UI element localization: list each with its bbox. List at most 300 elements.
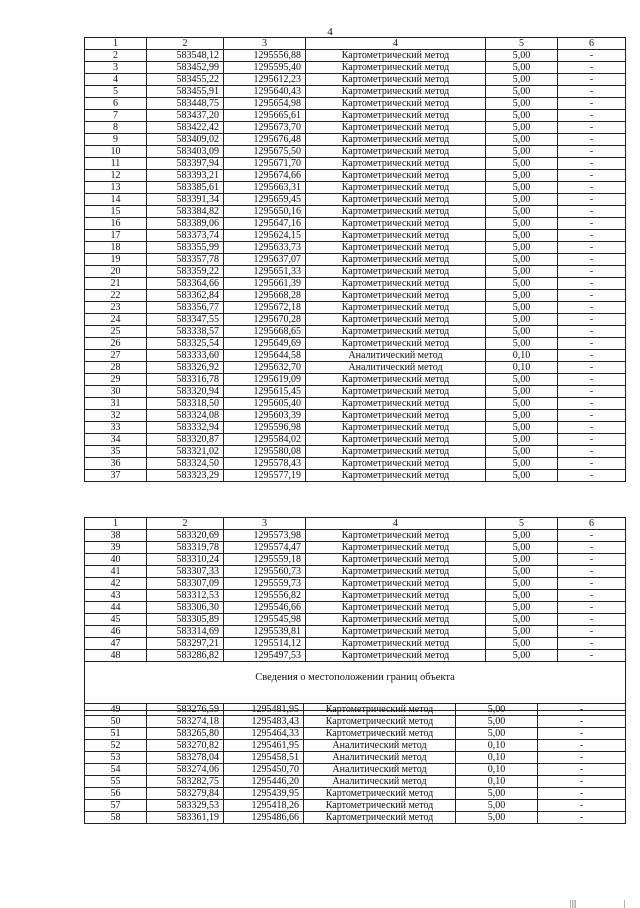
table-row [85, 218, 626, 230]
y-coordinate-cell: 1295674,66 [224, 170, 306, 182]
method-cell: Аналитический метод [304, 752, 456, 764]
y-coordinate-cell: 1295481,95 [224, 704, 304, 716]
accuracy-cell: 5,00 [486, 110, 558, 122]
method-cell: Картометрический метод [306, 158, 486, 170]
accuracy-cell: 5,00 [486, 410, 558, 422]
point-number-cell: 32 [85, 410, 147, 422]
point-number-cell: 22 [85, 290, 147, 302]
y-coordinate-cell: 1295605,40 [224, 398, 306, 410]
table-row [85, 110, 626, 122]
description-cell: - [558, 410, 626, 422]
point-number-cell: 28 [85, 362, 147, 374]
x-coordinate-cell: 583265,80 [147, 728, 224, 740]
table-row [85, 254, 626, 266]
x-coordinate-cell: 583324,08 [147, 410, 224, 422]
method-cell: Картометрический метод [306, 134, 486, 146]
description-cell: - [538, 704, 626, 716]
x-coordinate-cell: 583455,91 [147, 86, 224, 98]
table-row [85, 398, 626, 410]
col-header: 4 [306, 518, 486, 530]
accuracy-cell: 5,00 [486, 374, 558, 386]
page-number: 4 [327, 26, 333, 38]
x-coordinate-cell: 583270,82 [147, 740, 224, 752]
accuracy-cell: 5,00 [486, 314, 558, 326]
y-coordinate-cell: 1295595,40 [224, 62, 306, 74]
point-number-cell: 20 [85, 266, 147, 278]
description-cell: - [558, 278, 626, 290]
method-cell: Картометрический метод [306, 302, 486, 314]
accuracy-cell: 5,00 [486, 398, 558, 410]
accuracy-cell: 5,00 [486, 590, 558, 602]
description-cell: - [538, 788, 626, 800]
table-row [85, 470, 626, 482]
method-cell: Картометрический метод [306, 98, 486, 110]
y-coordinate-cell: 1295675,50 [224, 146, 306, 158]
y-coordinate-cell: 1295461,95 [224, 740, 304, 752]
method-cell: Картометрический метод [306, 602, 486, 614]
x-coordinate-cell: 583338,57 [147, 326, 224, 338]
method-cell: Картометрический метод [306, 194, 486, 206]
method-cell: Картометрический метод [306, 638, 486, 650]
x-coordinate-cell: 583307,33 [147, 566, 224, 578]
y-coordinate-cell: 1295633,73 [224, 242, 306, 254]
accuracy-cell: 5,00 [486, 566, 558, 578]
x-coordinate-cell: 583393,21 [147, 170, 224, 182]
description-cell: - [558, 554, 626, 566]
method-cell: Картометрический метод [306, 470, 486, 482]
section-title: Сведения о местоположении границ объекта [85, 662, 626, 693]
x-coordinate-cell: 583324,50 [147, 458, 224, 470]
table-row [85, 158, 626, 170]
accuracy-cell: 5,00 [486, 542, 558, 554]
method-cell: Картометрический метод [306, 110, 486, 122]
method-cell: Картометрический метод [306, 326, 486, 338]
point-number-cell: 41 [85, 566, 147, 578]
table-row [85, 170, 626, 182]
point-number-cell: 14 [85, 194, 147, 206]
table-row [85, 50, 626, 62]
method-cell: Картометрический метод [306, 446, 486, 458]
y-coordinate-cell: 1295619,09 [224, 374, 306, 386]
y-coordinate-cell: 1295668,28 [224, 290, 306, 302]
y-coordinate-cell: 1295644,58 [224, 350, 306, 362]
y-coordinate-cell: 1295603,39 [224, 410, 306, 422]
method-cell: Картометрический метод [306, 266, 486, 278]
method-cell: Картометрический метод [306, 578, 486, 590]
table-row [85, 626, 626, 638]
point-number-cell: 50 [85, 716, 147, 728]
point-number-cell: 17 [85, 230, 147, 242]
accuracy-cell: 5,00 [486, 446, 558, 458]
description-cell: - [558, 590, 626, 602]
table-row [85, 314, 626, 326]
description-cell: - [558, 206, 626, 218]
y-coordinate-cell: 1295539,81 [224, 626, 306, 638]
x-coordinate-cell: 583325,54 [147, 338, 224, 350]
table-row [85, 146, 626, 158]
col-header: 6 [558, 38, 626, 50]
y-coordinate-cell: 1295584,02 [224, 434, 306, 446]
description-cell: - [558, 302, 626, 314]
table-row [85, 182, 626, 194]
y-coordinate-cell: 1295450,70 [224, 764, 304, 776]
method-cell: Картометрический метод [306, 338, 486, 350]
col-header: 3 [224, 518, 306, 530]
x-coordinate-cell: 583347,55 [147, 314, 224, 326]
col-header: 1 [85, 38, 147, 50]
table-row [85, 764, 626, 776]
method-cell: Картометрический метод [306, 386, 486, 398]
x-coordinate-cell: 583356,77 [147, 302, 224, 314]
description-cell: - [558, 146, 626, 158]
x-coordinate-cell: 583307,09 [147, 578, 224, 590]
description-cell: - [558, 98, 626, 110]
accuracy-cell: 5,00 [486, 62, 558, 74]
table-row [85, 362, 626, 374]
footer-mark: |||| [570, 899, 577, 908]
x-coordinate-cell: 583332,94 [147, 422, 224, 434]
accuracy-cell: 5,00 [486, 578, 558, 590]
x-coordinate-cell: 583333,60 [147, 350, 224, 362]
point-number-cell: 15 [85, 206, 147, 218]
accuracy-cell: 0,10 [456, 740, 538, 752]
point-number-cell: 5 [85, 86, 147, 98]
y-coordinate-cell: 1295497,53 [224, 650, 306, 662]
point-number-cell: 24 [85, 314, 147, 326]
point-number-cell: 34 [85, 434, 147, 446]
x-coordinate-cell: 583422,42 [147, 122, 224, 134]
method-cell: Картометрический метод [304, 716, 456, 728]
x-coordinate-cell: 583326,92 [147, 362, 224, 374]
description-cell: - [558, 542, 626, 554]
table-row [85, 728, 626, 740]
description-cell: - [558, 530, 626, 542]
table-row [85, 578, 626, 590]
x-coordinate-cell: 583321,02 [147, 446, 224, 458]
accuracy-cell: 5,00 [486, 98, 558, 110]
table-row [85, 812, 626, 824]
point-number-cell: 12 [85, 170, 147, 182]
x-coordinate-cell: 583314,69 [147, 626, 224, 638]
coordinates-table-3 [84, 703, 626, 824]
y-coordinate-cell: 1295545,98 [224, 614, 306, 626]
accuracy-cell: 5,00 [486, 602, 558, 614]
accuracy-cell: 5,00 [486, 158, 558, 170]
description-cell: - [558, 350, 626, 362]
description-cell: - [558, 434, 626, 446]
x-coordinate-cell: 583319,78 [147, 542, 224, 554]
point-number-cell: 3 [85, 62, 147, 74]
method-cell: Картометрический метод [306, 254, 486, 266]
point-number-cell: 29 [85, 374, 147, 386]
point-number-cell: 38 [85, 530, 147, 542]
point-number-cell: 27 [85, 350, 147, 362]
section-title-row [85, 662, 626, 693]
point-number-cell: 4 [85, 74, 147, 86]
description-cell: - [558, 290, 626, 302]
accuracy-cell: 5,00 [486, 638, 558, 650]
description-cell: - [558, 218, 626, 230]
x-coordinate-cell: 583329,53 [147, 800, 224, 812]
x-coordinate-cell: 583384,82 [147, 206, 224, 218]
accuracy-cell: 5,00 [486, 146, 558, 158]
table-row [85, 740, 626, 752]
table-row [85, 74, 626, 86]
method-cell: Картометрический метод [304, 788, 456, 800]
accuracy-cell: 5,00 [486, 554, 558, 566]
y-coordinate-cell: 1295640,43 [224, 86, 306, 98]
method-cell: Аналитический метод [304, 764, 456, 776]
x-coordinate-cell: 583312,53 [147, 590, 224, 602]
y-coordinate-cell: 1295632,70 [224, 362, 306, 374]
x-coordinate-cell: 583548,12 [147, 50, 224, 62]
x-coordinate-cell: 583409,02 [147, 134, 224, 146]
y-coordinate-cell: 1295578,43 [224, 458, 306, 470]
description-cell: - [558, 134, 626, 146]
table-row [85, 446, 626, 458]
point-number-cell: 16 [85, 218, 147, 230]
point-number-cell: 43 [85, 590, 147, 602]
point-number-cell: 51 [85, 728, 147, 740]
x-coordinate-cell: 583278,04 [147, 752, 224, 764]
table-row [85, 458, 626, 470]
col-header: 6 [558, 518, 626, 530]
point-number-cell: 54 [85, 764, 147, 776]
point-number-cell: 40 [85, 554, 147, 566]
accuracy-cell: 0,10 [456, 764, 538, 776]
table-row [85, 788, 626, 800]
y-coordinate-cell: 1295676,48 [224, 134, 306, 146]
accuracy-cell: 0,10 [456, 752, 538, 764]
method-cell: Картометрический метод [306, 242, 486, 254]
table-row [85, 602, 626, 614]
point-number-cell: 33 [85, 422, 147, 434]
header-row [85, 38, 626, 50]
description-cell: - [558, 458, 626, 470]
point-number-cell: 45 [85, 614, 147, 626]
table-row [85, 242, 626, 254]
point-number-cell: 56 [85, 788, 147, 800]
x-coordinate-cell: 583279,84 [147, 788, 224, 800]
accuracy-cell: 5,00 [486, 338, 558, 350]
col-header: 2 [147, 518, 224, 530]
description-cell: - [558, 254, 626, 266]
y-coordinate-cell: 1295673,70 [224, 122, 306, 134]
x-coordinate-cell: 583297,21 [147, 638, 224, 650]
description-cell: - [558, 374, 626, 386]
accuracy-cell: 5,00 [486, 194, 558, 206]
method-cell: Картометрический метод [306, 62, 486, 74]
description-cell: - [558, 182, 626, 194]
accuracy-cell: 5,00 [486, 242, 558, 254]
point-number-cell: 21 [85, 278, 147, 290]
description-cell: - [558, 386, 626, 398]
x-coordinate-cell: 583310,24 [147, 554, 224, 566]
col-header: 4 [306, 38, 486, 50]
x-coordinate-cell: 583305,89 [147, 614, 224, 626]
y-coordinate-cell: 1295637,07 [224, 254, 306, 266]
y-coordinate-cell: 1295486,66 [224, 812, 304, 824]
point-number-cell: 36 [85, 458, 147, 470]
method-cell: Картометрический метод [306, 650, 486, 662]
y-coordinate-cell: 1295574,47 [224, 542, 306, 554]
description-cell: - [558, 326, 626, 338]
accuracy-cell: 5,00 [486, 422, 558, 434]
method-cell: Картометрический метод [306, 206, 486, 218]
x-coordinate-cell: 583323,29 [147, 470, 224, 482]
accuracy-cell: 5,00 [456, 788, 538, 800]
table-row [85, 302, 626, 314]
y-coordinate-cell: 1295559,73 [224, 578, 306, 590]
description-cell: - [558, 338, 626, 350]
x-coordinate-cell: 583286,82 [147, 650, 224, 662]
description-cell: - [558, 446, 626, 458]
description-cell: - [558, 110, 626, 122]
point-number-cell: 58 [85, 812, 147, 824]
x-coordinate-cell: 583282,75 [147, 776, 224, 788]
table-row [85, 266, 626, 278]
y-coordinate-cell: 1295665,61 [224, 110, 306, 122]
accuracy-cell: 5,00 [486, 86, 558, 98]
y-coordinate-cell: 1295464,33 [224, 728, 304, 740]
table-row [85, 638, 626, 650]
table-row [85, 422, 626, 434]
y-coordinate-cell: 1295663,31 [224, 182, 306, 194]
col-header: 5 [486, 38, 558, 50]
method-cell: Картометрический метод [306, 410, 486, 422]
accuracy-cell: 5,00 [486, 290, 558, 302]
method-cell: Картометрический метод [306, 566, 486, 578]
description-cell: - [538, 764, 626, 776]
accuracy-cell: 0,10 [486, 350, 558, 362]
y-coordinate-cell: 1295458,51 [224, 752, 304, 764]
accuracy-cell: 5,00 [486, 302, 558, 314]
table-row [85, 326, 626, 338]
description-cell: - [538, 776, 626, 788]
col-header: 1 [85, 518, 147, 530]
method-cell: Картометрический метод [306, 422, 486, 434]
x-coordinate-cell: 583316,78 [147, 374, 224, 386]
method-cell: Картометрический метод [306, 218, 486, 230]
y-coordinate-cell: 1295671,70 [224, 158, 306, 170]
table-row [85, 542, 626, 554]
y-coordinate-cell: 1295577,19 [224, 470, 306, 482]
table-row [85, 374, 626, 386]
method-cell: Картометрический метод [306, 530, 486, 542]
accuracy-cell: 5,00 [486, 74, 558, 86]
description-cell: - [538, 812, 626, 824]
point-number-cell: 23 [85, 302, 147, 314]
table-row [85, 776, 626, 788]
description-cell: - [558, 362, 626, 374]
point-number-cell: 25 [85, 326, 147, 338]
y-coordinate-cell: 1295560,73 [224, 566, 306, 578]
method-cell: Картометрический метод [306, 434, 486, 446]
description-cell: - [558, 578, 626, 590]
point-number-cell: 47 [85, 638, 147, 650]
method-cell: Картометрический метод [306, 74, 486, 86]
description-cell: - [558, 470, 626, 482]
method-cell: Картометрический метод [306, 290, 486, 302]
x-coordinate-cell: 583361,19 [147, 812, 224, 824]
x-coordinate-cell: 583403,09 [147, 146, 224, 158]
point-number-cell: 11 [85, 158, 147, 170]
coordinates-table-2 [84, 517, 626, 711]
accuracy-cell: 5,00 [486, 650, 558, 662]
description-cell: - [558, 638, 626, 650]
point-number-cell: 48 [85, 650, 147, 662]
y-coordinate-cell: 1295654,98 [224, 98, 306, 110]
point-number-cell: 55 [85, 776, 147, 788]
y-coordinate-cell: 1295596,98 [224, 422, 306, 434]
table-row [85, 554, 626, 566]
y-coordinate-cell: 1295573,98 [224, 530, 306, 542]
y-coordinate-cell: 1295649,69 [224, 338, 306, 350]
accuracy-cell: 0,10 [456, 776, 538, 788]
header-row [85, 518, 626, 530]
accuracy-cell: 5,00 [456, 704, 538, 716]
x-coordinate-cell: 583391,34 [147, 194, 224, 206]
x-coordinate-cell: 583359,22 [147, 266, 224, 278]
method-cell: Картометрический метод [306, 122, 486, 134]
method-cell: Картометрический метод [306, 542, 486, 554]
table-row [85, 716, 626, 728]
description-cell: - [558, 266, 626, 278]
y-coordinate-cell: 1295556,88 [224, 50, 306, 62]
method-cell: Картометрический метод [306, 170, 486, 182]
table-row [85, 122, 626, 134]
x-coordinate-cell: 583373,74 [147, 230, 224, 242]
accuracy-cell: 5,00 [486, 206, 558, 218]
table-row [85, 194, 626, 206]
method-cell: Картометрический метод [306, 458, 486, 470]
method-cell: Картометрический метод [306, 374, 486, 386]
description-cell: - [558, 314, 626, 326]
point-number-cell: 49 [85, 704, 147, 716]
x-coordinate-cell: 583355,99 [147, 242, 224, 254]
x-coordinate-cell: 583276,59 [147, 704, 224, 716]
y-coordinate-cell: 1295556,82 [224, 590, 306, 602]
x-coordinate-cell: 583274,18 [147, 716, 224, 728]
y-coordinate-cell: 1295514,12 [224, 638, 306, 650]
y-coordinate-cell: 1295659,45 [224, 194, 306, 206]
table-row [85, 614, 626, 626]
table-row [85, 386, 626, 398]
y-coordinate-cell: 1295647,16 [224, 218, 306, 230]
col-header: 3 [224, 38, 306, 50]
y-coordinate-cell: 1295672,18 [224, 302, 306, 314]
method-cell: Картометрический метод [306, 590, 486, 602]
col-header: 5 [486, 518, 558, 530]
y-coordinate-cell: 1295651,33 [224, 266, 306, 278]
point-number-cell: 42 [85, 578, 147, 590]
table-row [85, 566, 626, 578]
point-number-cell: 18 [85, 242, 147, 254]
accuracy-cell: 5,00 [486, 278, 558, 290]
point-number-cell: 57 [85, 800, 147, 812]
point-number-cell: 2 [85, 50, 147, 62]
description-cell: - [558, 566, 626, 578]
method-cell: Картометрический метод [306, 86, 486, 98]
accuracy-cell: 5,00 [486, 182, 558, 194]
point-number-cell: 35 [85, 446, 147, 458]
point-number-cell: 7 [85, 110, 147, 122]
method-cell: Аналитический метод [304, 776, 456, 788]
table-row [85, 350, 626, 362]
description-cell: - [558, 602, 626, 614]
table-row [85, 590, 626, 602]
table-row [85, 530, 626, 542]
